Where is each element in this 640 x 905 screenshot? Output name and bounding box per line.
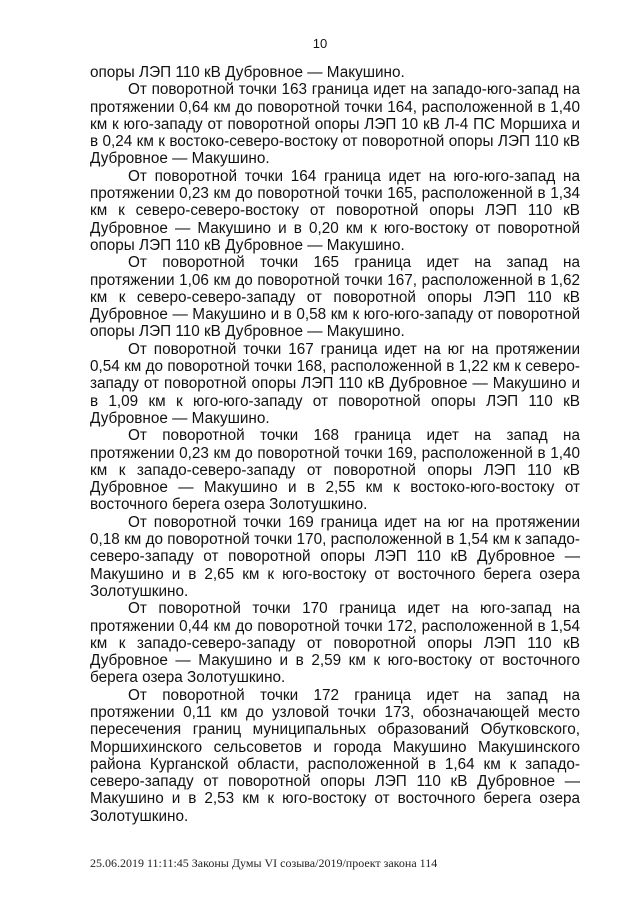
paragraph-point-170: От поворотной точки 170 граница идет на юго-запад на протяжении 0,44 км до поворотной точки 172, расположенной в 1,54 км к западо-северо-западу от поворотной опоры ЛЭП 110 кВ Дубровное — Макушино и в 2,59 км к юго-востоку от восточного берега озера Золотушкино. bbox=[90, 600, 580, 687]
page-number: 10 bbox=[312, 36, 328, 51]
paragraph-point-165: От поворотной точки 165 граница идет на запад на протяжении 1,06 км до поворотной точки 167, расположенной в 1,62 км к северо-северо-западу от поворотной опоры ЛЭП 110 кВ Дубровное — Макушино и в 0,58 км к юго-юго-западу от поворотной опоры ЛЭП 110 кВ Дубровное — Макушино. bbox=[90, 254, 580, 341]
document-body bbox=[90, 64, 580, 825]
document-footer: 25.06.2019 11:11:45 Законы Думы VI созыва/2019/проект закона 114 bbox=[90, 856, 438, 870]
paragraph-point-163: От поворотной точки 163 граница идет на западо-юго-запад на протяжении 0,64 км до поворотной точки 164, расположенной в 1,40 км к юго-западу от поворотной опоры ЛЭП 10 кВ Л-4 ПС Моршиха и в 0,24 км к востоко-северо-востоку от поворотной опоры ЛЭП 110 кВ Дубровное — Макушино. bbox=[90, 81, 580, 168]
paragraph-point-168: От поворотной точки 168 граница идет на запад на протяжении 0,23 км до поворотной точки 169, расположенной в 1,40 км к западо-северо-западу от поворотной опоры ЛЭП 110 кВ Дубровное — Макушино и в 2,55 км к востоко-юго-востоку от восточного берега озера Золотушкино. bbox=[90, 427, 580, 514]
paragraph-point-164: От поворотной точки 164 граница идет на юго-юго-запад на протяжении 0,23 км до поворотной точки 165, расположенной в 1,34 км к северо-северо-востоку от поворотной опоры ЛЭП 110 кВ Дубровное — Макушино и в 0,20 км к юго-востоку от поворотной опоры ЛЭП 110 кВ Дубровное — Макушино. bbox=[90, 167, 580, 254]
paragraph-point-172: От поворотной точки 172 граница идет на запад на протяжении 0,11 км до узловой точки 173, обозначающей место пересечения границ муниципальных образований Обутковского, Моршихинского сельсоветов и города Макушино Макушинского района Курганской области, расположенной в 1,64 км к западо-северо-западу от поворотной опоры ЛЭП 110 кВ Дубровное — Макушино и в 2,53 км к юго-востоку от восточного берега озера Золотушкино. bbox=[90, 686, 580, 825]
paragraph-continuation: опоры ЛЭП 110 кВ Дубровное — Макушино. bbox=[90, 64, 405, 81]
paragraph-point-169: От поворотной точки 169 граница идет на юг на протяжении 0,18 км до поворотной точки 170, расположенной в 1,54 км к западо-северо-западу от поворотной опоры ЛЭП 110 кВ Дубровное — Макушино и в 2,65 км к юго-востоку от восточного берега озера Золотушкино. bbox=[90, 513, 580, 600]
paragraph-point-167: От поворотной точки 167 граница идет на юг на протяжении 0,54 км до поворотной точки 168, расположенной в 1,22 км к северо-западу от поворотной опоры ЛЭП 110 кВ Дубровное — Макушино и в 1,09 км к юго-юго-западу от поворотной опоры ЛЭП 110 кВ Дубровное — Макушино. bbox=[90, 340, 580, 427]
